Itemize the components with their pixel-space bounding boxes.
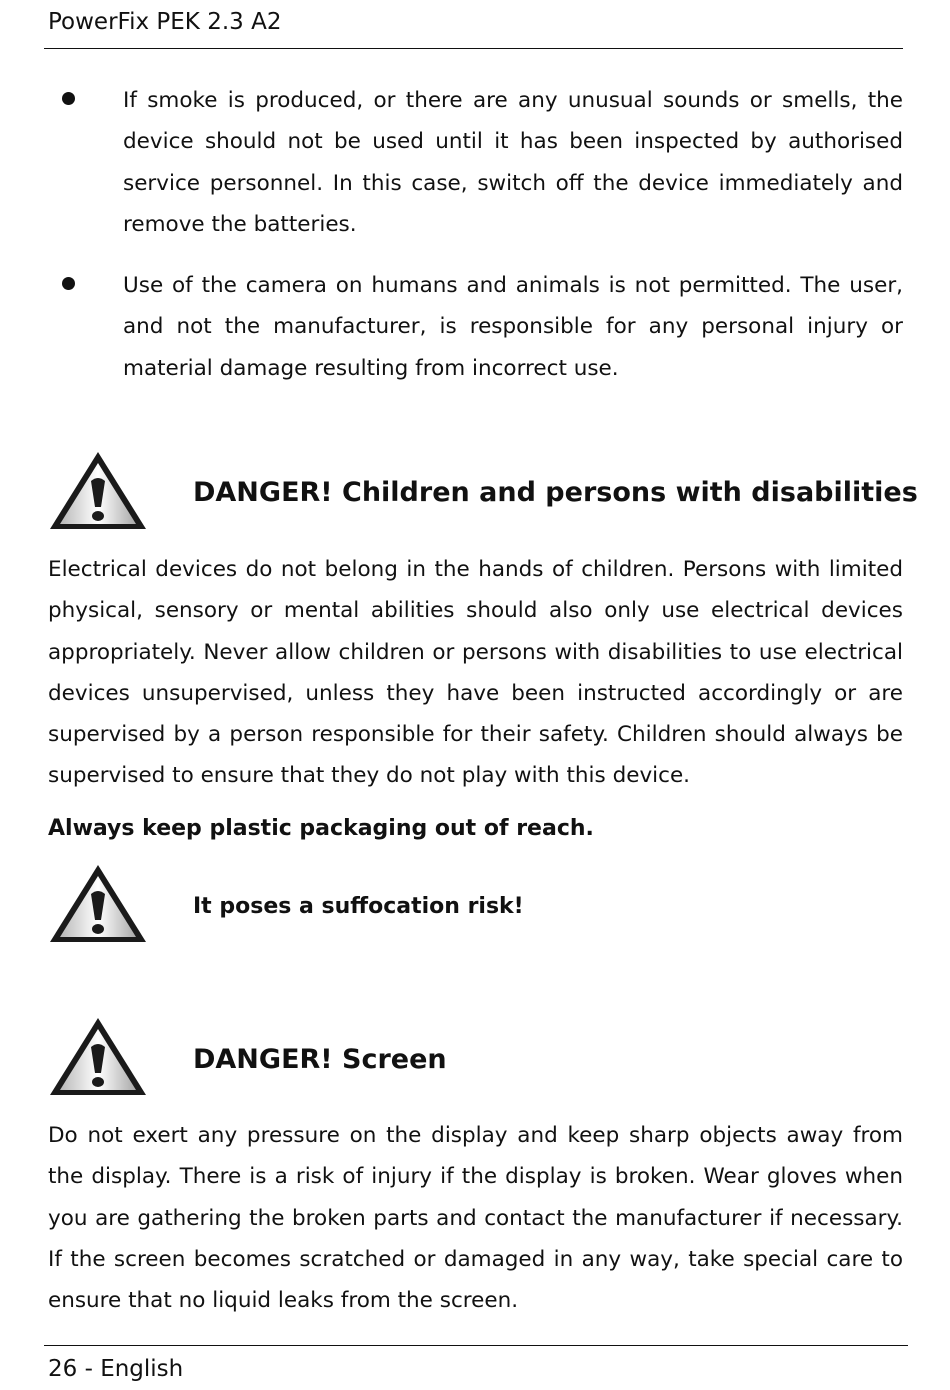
list-item xyxy=(48,80,903,245)
footer-divider xyxy=(44,1345,908,1346)
list-item xyxy=(48,265,903,389)
warning-triangle-icon-svg xyxy=(47,1015,149,1099)
suffocation-warning: It poses a suffocation risk! xyxy=(193,894,524,919)
page-number-label: 26 - English xyxy=(48,1356,184,1382)
page-header-title: PowerFix PEK 2.3 A2 xyxy=(48,9,282,35)
danger-screen-body: Do not exert any pressure on the display and keep sharp objects away from the display. There is a risk of injury if the display is broken. Wear gloves when you are gathering the broken parts and contact the manufacturer if necessary. If the screen becomes scratched or damaged in any way, take special care to ensure that no liquid leaks from the screen. xyxy=(48,1123,903,1314)
danger-children-heading: DANGER! Children and persons with disabilities xyxy=(193,477,918,508)
warning-triangle-icon-svg xyxy=(47,449,149,533)
warning-triangle-icon xyxy=(47,1015,149,1099)
warning-triangle-icon xyxy=(47,862,149,946)
safety-bullet-list xyxy=(48,80,903,409)
warning-triangle-icon-svg xyxy=(47,862,149,946)
packaging-statement: Always keep plastic packaging out of reach. xyxy=(48,816,594,841)
bullet-dot-icon xyxy=(62,277,75,290)
warning-triangle-icon xyxy=(47,449,149,533)
danger-children-body: Electrical devices do not belong in the hands of children. Persons with limited physical, sensory or mental abilities should also only use electrical devices appropriately. Never allow children or persons with disabilities to use electrical devices unsupervised, unless they have been instructed accordingly or are supervised by a person responsible for their safety. Children should always be supervised to ensure that they do not play with this device. xyxy=(48,557,903,789)
danger-screen-heading: DANGER! Screen xyxy=(193,1044,447,1075)
bullet-dot-icon xyxy=(62,92,75,105)
bullet-text: Use of the camera on humans and animals is not permitted. The user, and not the manufacturer, is responsible for any personal injury or material damage resulting from incorrect use. xyxy=(123,273,903,381)
header-divider xyxy=(44,48,903,49)
bullet-text: If smoke is produced, or there are any unusual sounds or smells, the device should not be used until it has been inspected by authorised service personnel. In this case, switch off the device immediately and remove the batteries. xyxy=(123,88,903,237)
